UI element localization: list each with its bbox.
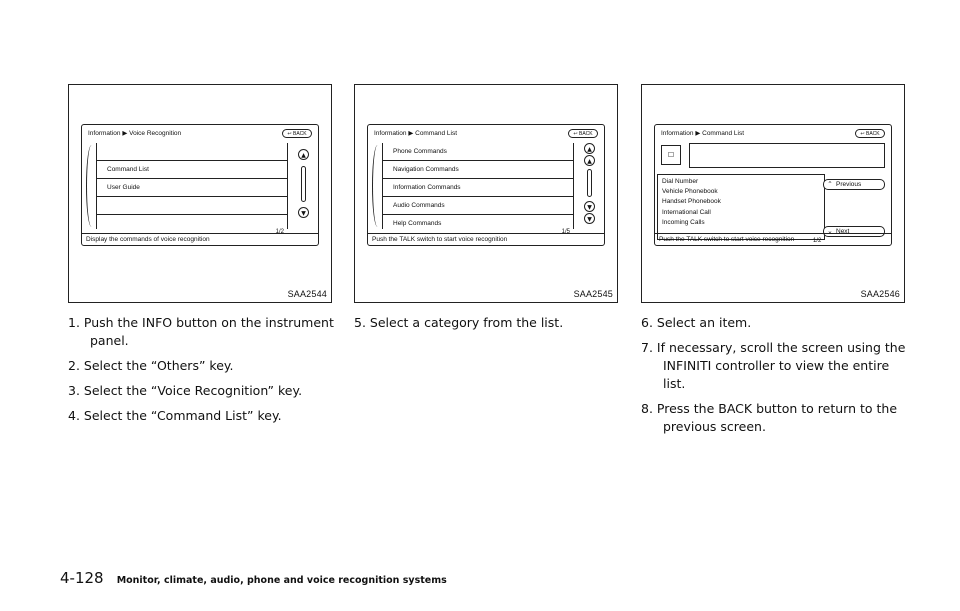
figure-command-items	[641, 84, 905, 303]
scrollbar[interactable]	[296, 149, 312, 229]
figure-caption: SAA2544	[287, 289, 327, 299]
chevron-up-icon: ⌃	[827, 181, 833, 188]
scroll-track[interactable]	[301, 166, 306, 202]
screen-footer: Push the TALK switch to start voice recognition	[655, 233, 891, 245]
screen-title: Information ▶ Command List ↩ BACK	[374, 128, 598, 140]
entry-icon: ☐	[661, 145, 681, 165]
page-indicator: 1/2	[813, 238, 822, 244]
step-item: 4. Select the “Command List” key.	[68, 408, 282, 423]
list-item[interactable]: Audio Commands	[383, 197, 573, 215]
previous-button[interactable]: ⌃ Previous	[823, 179, 885, 190]
page-indicator: 1/5	[561, 229, 570, 235]
screen-footer: Push the TALK switch to start voice recognition	[368, 233, 604, 245]
steps-column-1	[68, 314, 334, 432]
scroll-up-icon[interactable]: ▲	[584, 143, 595, 154]
list-item[interactable]: Vehicle Phonebook	[662, 188, 718, 196]
list-item[interactable]: User Guide	[97, 179, 287, 197]
back-button[interactable]: ↩ BACK	[282, 129, 312, 138]
step-item: 1. Push the INFO button on the instrument panel.	[68, 315, 334, 348]
page-number: 4-128	[60, 569, 104, 587]
screen-display	[81, 124, 319, 246]
list-item[interactable]: Help Commands	[393, 220, 442, 227]
screen-display	[367, 124, 605, 246]
screen-title: Information ▶ Voice Recognition ↩ BACK	[88, 128, 312, 140]
list-item[interactable]: Incoming Calls	[662, 218, 705, 226]
command-item-list	[657, 174, 825, 240]
scroll-up-icon[interactable]: ▲	[584, 155, 595, 166]
back-button[interactable]: ↩ BACK	[568, 129, 598, 138]
list-item[interactable]: Dial Number	[662, 178, 699, 185]
step-item: 2. Select the “Others” key.	[68, 358, 234, 373]
figure-voice-recognition	[68, 84, 332, 303]
figure-command-list	[354, 84, 618, 303]
step-item: 7. If necessary, scroll the screen using the INFINITI controller to view the entire list.	[641, 340, 906, 391]
figure-caption: SAA2546	[860, 289, 900, 299]
entry-display-box	[689, 143, 885, 168]
step-item: 5. Select a category from the list.	[354, 315, 564, 330]
steps-column-3	[641, 314, 907, 443]
page-footer	[60, 568, 447, 587]
list-item[interactable]	[97, 215, 287, 232]
menu-list	[96, 143, 288, 229]
figure-caption: SAA2545	[573, 289, 613, 299]
scroll-down-icon[interactable]: ▼	[584, 213, 595, 224]
step-item: 8. Press the BACK button to return to the previous screen.	[641, 401, 898, 434]
steps-column-2	[354, 314, 618, 339]
list-item[interactable]: Phone Commands	[383, 143, 573, 161]
scroll-up-icon[interactable]: ▲	[298, 149, 309, 160]
step-item: 3. Select the “Voice Recognition” key.	[68, 383, 303, 398]
back-button[interactable]: ↩ BACK	[855, 129, 885, 138]
list-item[interactable]: Command List	[97, 161, 287, 179]
scrollbar[interactable]	[582, 146, 598, 229]
list-item[interactable]: Navigation Commands	[383, 161, 573, 179]
list-item[interactable]	[97, 143, 287, 161]
screen-title: Information ▶ Command List ↩ BACK	[661, 128, 885, 140]
screen-display	[654, 124, 892, 246]
screen-footer: Display the commands of voice recognition	[82, 233, 318, 245]
scroll-down-icon[interactable]: ▼	[298, 207, 309, 218]
list-item[interactable]: International Call	[662, 208, 711, 216]
list-item[interactable]: Handset Phonebook	[662, 198, 721, 206]
page-indicator: 1/2	[275, 229, 284, 235]
scroll-track[interactable]	[587, 169, 592, 197]
menu-list	[382, 143, 574, 229]
list-item[interactable]	[97, 197, 287, 215]
step-item: 6. Select an item.	[641, 315, 752, 330]
section-title: Monitor, climate, audio, phone and voice recognition systems	[116, 575, 447, 586]
list-item[interactable]: Information Commands	[383, 179, 573, 197]
scroll-down-icon[interactable]: ▼	[584, 201, 595, 212]
chevron-down-icon: ⌄	[827, 228, 833, 235]
next-button[interactable]: ⌄ Next	[823, 226, 885, 237]
